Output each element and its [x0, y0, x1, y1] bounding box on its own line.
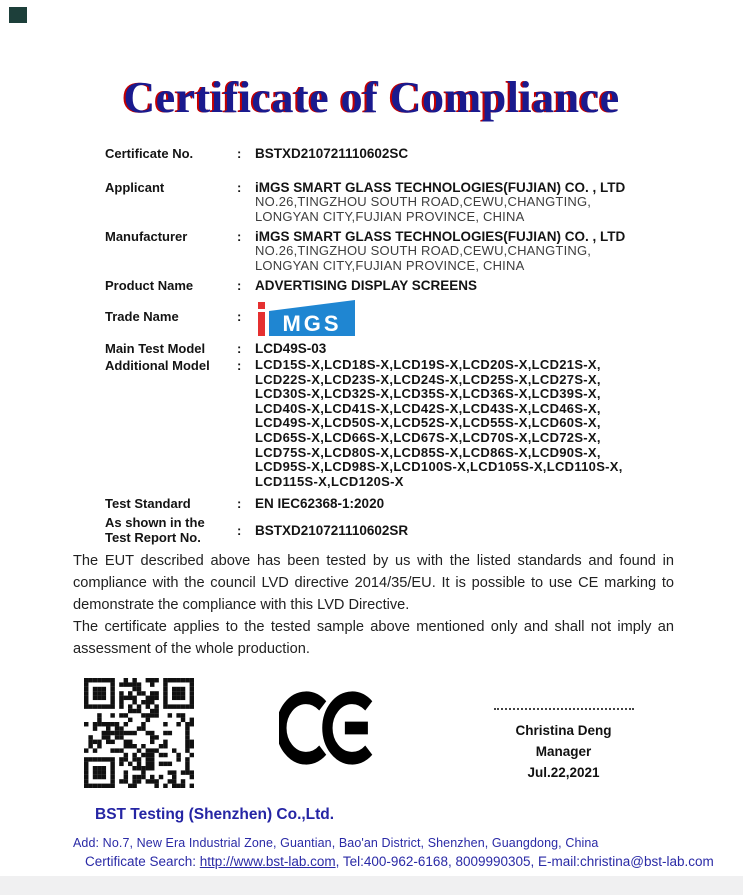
field-test-report	[105, 516, 670, 545]
field-test-standard	[105, 496, 670, 511]
logo-mgs-text: MGS	[282, 311, 342, 336]
qr-code-icon	[84, 678, 194, 788]
separator-colon: :	[237, 180, 242, 195]
separator-colon: :	[237, 278, 242, 293]
issuer-address: Add: No.7, New Era Industrial Zone, Guantian, Bao'an District, Shenzhen, Guangdong, China	[73, 836, 599, 850]
manufacturer-name: iMGS SMART GLASS TECHNOLOGIES(FUJIAN) CO. , LTD	[255, 229, 626, 244]
compliance-statement	[73, 550, 674, 660]
test-report-label-line1: As shown in the	[105, 515, 205, 531]
signatory-title: Manager	[535, 744, 592, 759]
model-line: LCD40S-X,LCD41S-X,LCD42S-X,LCD43S-X,LCD46S-X,	[255, 400, 601, 416]
issuer-company-name: BST Testing (Shenzhen) Co.,Ltd.	[95, 806, 335, 823]
certificate-search-contact: , Tel:400-962-6168, 8009990305, E-mail:christina@bst-lab.com	[335, 854, 714, 869]
model-line: LCD22S-X,LCD23S-X,LCD24S-X,LCD25S-X,LCD27S-X,	[255, 371, 601, 387]
separator-colon: :	[237, 309, 242, 324]
manufacturer-address-1: NO.26,TINGZHOU SOUTH ROAD,CEWU,CHANGTING,	[255, 243, 592, 258]
field-additional-model	[105, 358, 670, 489]
viewport-bottom-strip	[0, 876, 743, 895]
test-report-label-line2: Test Report No.	[105, 529, 201, 545]
additional-model-value	[255, 358, 670, 489]
statement-paragraph-2: The certificate applies to the tested sample above mentioned only and shall not imply an assessment of the whole production.	[73, 619, 674, 657]
applicant-address-2: LONGYAN CITY,FUJIAN PROVINCE, CHINA	[255, 208, 525, 224]
qr-code	[84, 678, 194, 788]
certificate-no-label: Certificate No.	[105, 146, 194, 161]
certificate-search-url-link[interactable]: http://www.bst-lab.com	[199, 854, 336, 869]
imgs-brand-logo-icon	[255, 299, 359, 339]
field-certificate-no	[105, 146, 670, 161]
page-title: Certificate of Compliance	[123, 73, 620, 122]
certificate-search-label: Certificate Search:	[85, 854, 200, 869]
field-product-name	[105, 278, 670, 293]
model-line: LCD115S-X,LCD120S-X	[255, 473, 404, 489]
main-test-model-value: LCD49S-03	[255, 341, 327, 356]
certificate-no-value: BSTXD210721110602SC	[255, 146, 409, 161]
field-trade-name	[105, 299, 670, 339]
separator-colon: :	[237, 229, 242, 244]
product-name-label: Product Name	[105, 278, 194, 293]
signature-dotted-line	[494, 708, 634, 710]
field-main-test-model	[105, 341, 670, 356]
signatory-name: Christina Deng	[515, 723, 612, 738]
manufacturer-label: Manufacturer	[105, 229, 188, 244]
applicant-address-1: NO.26,TINGZHOU SOUTH ROAD,CEWU,CHANGTING,	[255, 194, 592, 209]
separator-colon: :	[237, 358, 242, 373]
manufacturer-address-2: LONGYAN CITY,FUJIAN PROVINCE, CHINA	[255, 257, 525, 273]
applicant-label: Applicant	[105, 180, 165, 195]
capture-corner-mark	[9, 7, 27, 23]
model-line: LCD15S-X,LCD18S-X,LCD19S-X,LCD20S-X,LCD21S-X,	[255, 357, 601, 372]
model-line: LCD65S-X,LCD66S-X,LCD67S-X,LCD70S-X,LCD72S-X,	[255, 429, 601, 445]
test-report-label	[105, 516, 237, 545]
field-applicant	[105, 180, 670, 224]
separator-colon: :	[237, 146, 242, 161]
certificate-fields	[105, 146, 670, 545]
field-manufacturer	[105, 229, 670, 273]
additional-model-label: Additional Model	[105, 358, 210, 373]
test-report-value: BSTXD210721110602SR	[255, 523, 409, 539]
separator-colon: :	[237, 341, 242, 356]
applicant-name: iMGS SMART GLASS TECHNOLOGIES(FUJIAN) CO. , LTD	[255, 180, 626, 195]
model-line: LCD95S-X,LCD98S-X,LCD100S-X,LCD105S-X,LCD110S-X,	[255, 459, 623, 475]
separator-colon: :	[237, 496, 242, 512]
signature-date: Jul.22,2021	[527, 765, 600, 780]
certificate-search-line	[85, 854, 714, 869]
separator-colon: :	[237, 523, 242, 539]
applicant-value	[255, 180, 670, 224]
test-standard-value: EN IEC62368-1:2020	[255, 496, 385, 512]
statement-paragraph-1: The EUT described above has been tested by us with the listed standards and found in compliance with the council LVD directive 2014/35/EU. It is possible to use CE marking to demonstrate the compliance with this LVD Directive.	[73, 553, 674, 613]
ce-mark-icon	[279, 689, 379, 767]
manufacturer-value	[255, 229, 670, 273]
model-line: LCD75S-X,LCD80S-X,LCD85S-X,LCD86S-X,LCD90S-X,	[255, 444, 601, 460]
model-line: LCD30S-X,LCD32S-X,LCD35S-X,LCD36S-X,LCD39S-X,	[255, 386, 601, 402]
product-name-value: ADVERTISING DISPLAY SCREENS	[255, 278, 478, 293]
model-line: LCD49S-X,LCD50S-X,LCD52S-X,LCD55S-X,LCD60S-X,	[255, 415, 601, 431]
trade-name-value	[255, 299, 670, 339]
signature-block	[486, 708, 641, 783]
trade-name-label: Trade Name	[105, 309, 179, 324]
test-standard-label: Test Standard	[105, 496, 191, 512]
main-test-model-label: Main Test Model	[105, 341, 206, 356]
